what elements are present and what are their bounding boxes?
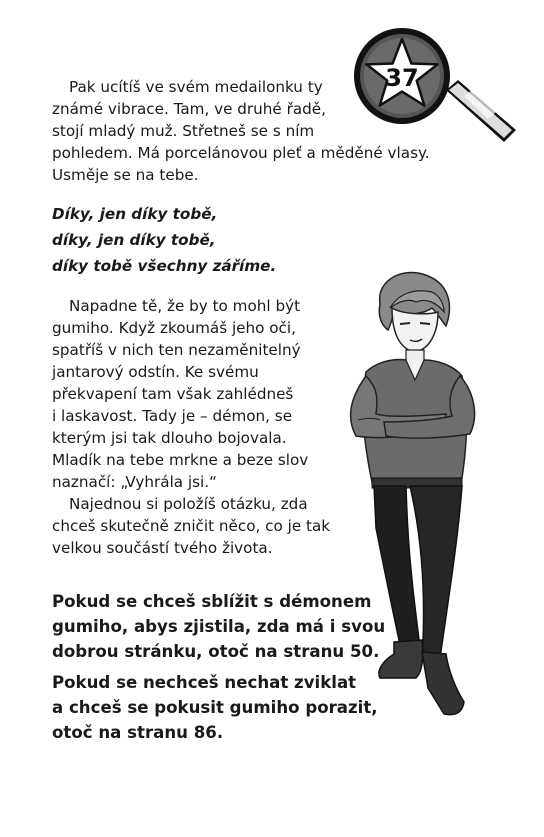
choice-page-86 xyxy=(52,670,378,745)
text-line: velkou součástí tvého života. xyxy=(52,539,273,557)
paragraph-question xyxy=(52,493,330,559)
paragraph-intro xyxy=(52,76,430,186)
text-line: naznačí: „Vyhrála jsi.“ xyxy=(52,473,217,491)
text-line: Napadne tě, že by to mohl být xyxy=(69,297,301,315)
choice-line: Pokud se chceš sblížit s démonem xyxy=(52,592,372,611)
chant-line: díky, jen díky tobě, xyxy=(52,231,216,249)
young-man-illustration xyxy=(336,268,486,738)
boot-right xyxy=(422,652,464,715)
page-number: 37 xyxy=(385,64,419,92)
choice-line: Pokud se nechceš nechat zviklat xyxy=(52,673,357,692)
paragraph-gumiho xyxy=(52,295,308,493)
text-line: Usměje se na tebe. xyxy=(52,166,199,184)
choice-line: otoč na stranu 86. xyxy=(52,723,224,742)
text-line: jantarový odstín. Ke svému xyxy=(52,363,259,381)
chant-line: díky tobě všechny záříme. xyxy=(52,257,277,275)
text-line: kterým jsi tak dlouho bojovala. xyxy=(52,429,287,447)
choice-line: dobrou stránku, otoč na stranu 50. xyxy=(52,642,380,661)
text-line: pohledem. Má porcelánovou pleť a měděné vlasy. xyxy=(52,144,430,162)
text-line: spatříš v nich ten nezaměnitelný xyxy=(52,341,301,359)
text-line: známé vibrace. Tam, ve druhé řadě, xyxy=(52,100,326,118)
text-line: Najednou si položíš otázku, zda xyxy=(69,495,308,513)
text-line: gumiho. Když zkoumáš jeho oči, xyxy=(52,319,296,337)
text-line: Mladík na tebe mrkne a beze slov xyxy=(52,451,309,469)
choice-line: gumiho, abys zjistila, zda má i svou xyxy=(52,617,386,636)
text-line: i laskavost. Tady je – démon, se xyxy=(52,407,293,425)
boot-left xyxy=(379,640,423,678)
chant-line: Díky, jen díky tobě, xyxy=(52,205,218,223)
leg-left xyxy=(374,486,420,654)
text-line: chceš skutečně zničit něco, co je tak xyxy=(52,517,331,535)
text-line: Pak ucítíš ve svém medailonku ty xyxy=(69,78,323,96)
text-line: stojí mladý muž. Střetneš se s ním xyxy=(52,122,315,140)
chant-verse xyxy=(52,201,276,279)
text-line: překvapení tam však zahlédneš xyxy=(52,385,294,403)
choice-line: a chceš se pokusit gumiho porazit, xyxy=(52,698,378,717)
magnifier-handle xyxy=(446,80,516,142)
face xyxy=(392,308,438,352)
